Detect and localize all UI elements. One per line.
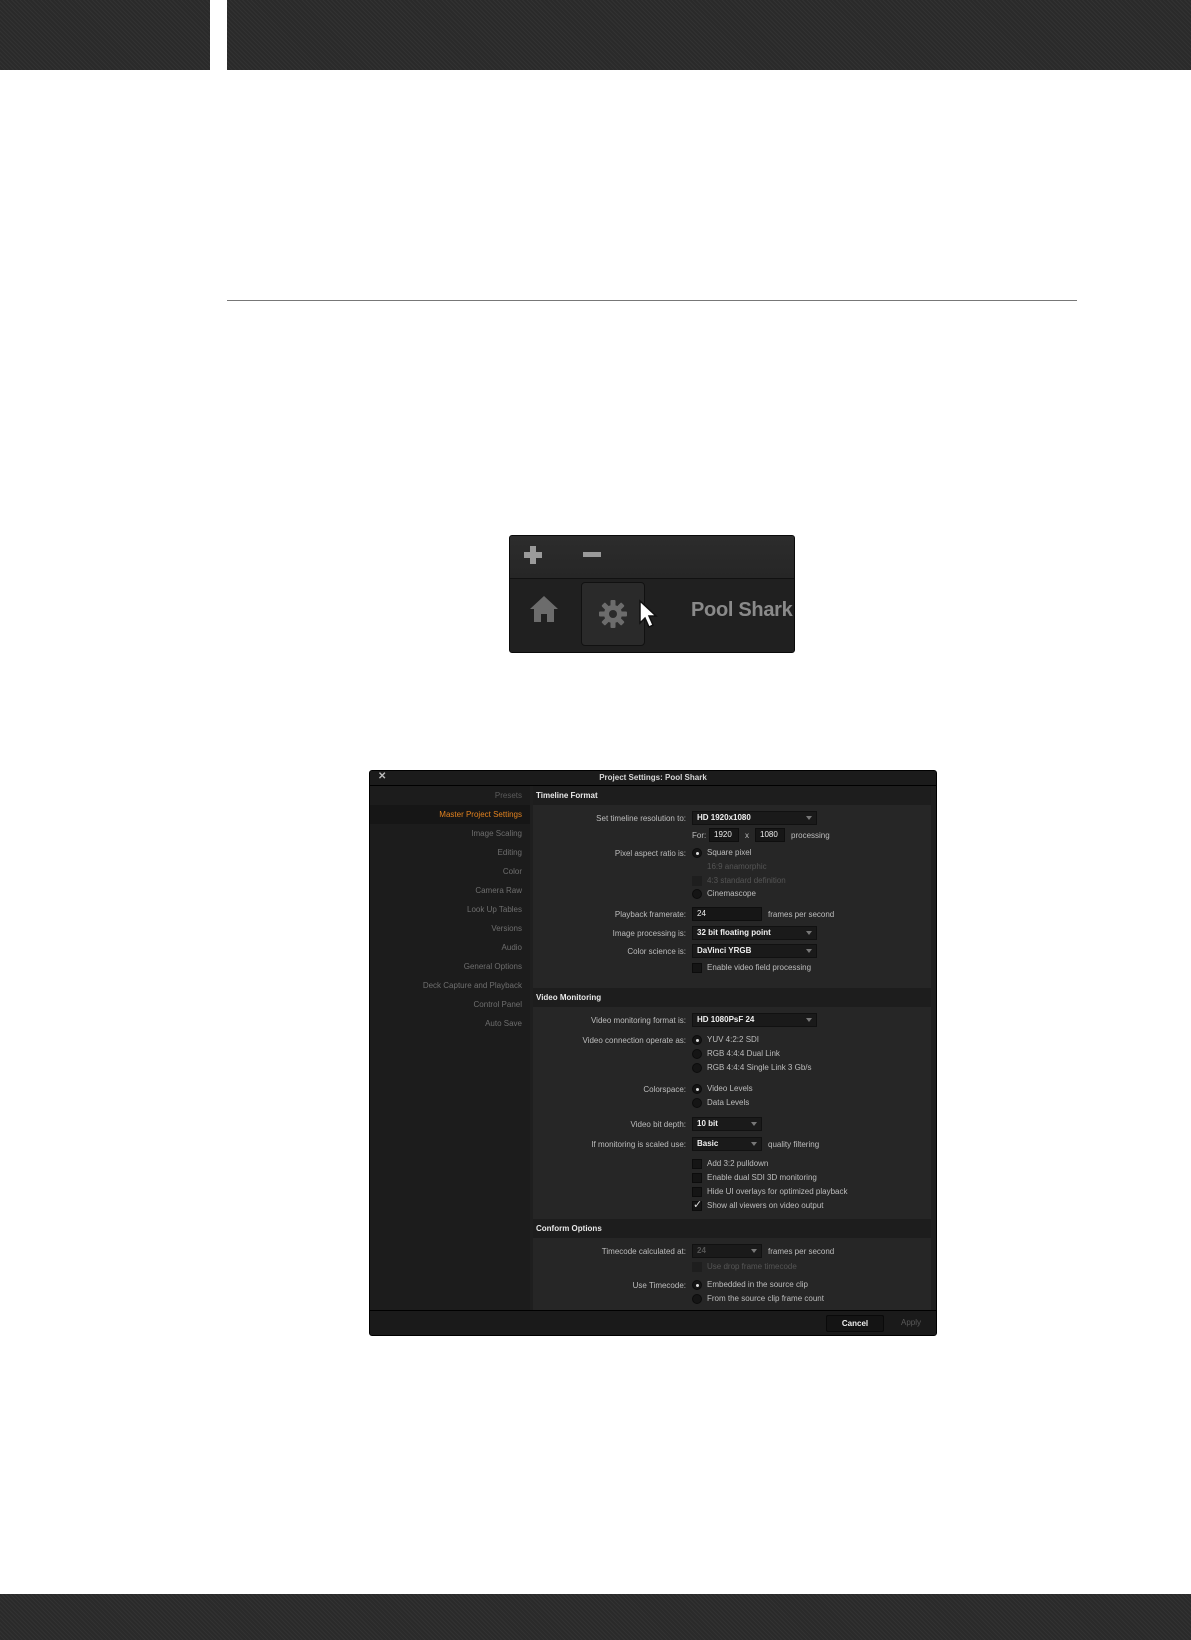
section-heading-conform: Conform Options <box>533 1219 931 1238</box>
option-label: Use drop frame timecode <box>707 1262 797 1271</box>
chevron-down-icon <box>751 1142 757 1146</box>
project-settings-dialog <box>369 770 937 1336</box>
checkbox-icon <box>692 1173 702 1183</box>
color-science-label: Color science is: <box>627 947 686 956</box>
use-timecode-label: Use Timecode: <box>632 1281 686 1290</box>
color-science-value: DaVinci YRGB <box>697 946 752 955</box>
project-manager-panel <box>509 535 795 653</box>
radio-icon <box>692 1063 702 1073</box>
project-name[interactable]: Pool Shark <box>691 599 793 621</box>
radio-icon <box>692 1098 702 1108</box>
resolution-dropdown[interactable] <box>692 811 817 825</box>
sidebar-item-presets[interactable]: Presets <box>494 791 522 800</box>
framerate-label: Playback framerate: <box>614 910 686 919</box>
width-field[interactable]: 1920 <box>709 828 739 842</box>
chevron-down-icon <box>806 949 812 953</box>
fps-label: frames per second <box>768 910 835 919</box>
option-label: 16:9 anamorphic <box>707 862 767 871</box>
sidebar-item-versions[interactable]: Versions <box>491 924 522 933</box>
monitoring-format-label: Video monitoring format is: <box>590 1016 686 1025</box>
bit-depth-label: Video bit depth: <box>630 1120 686 1129</box>
image-processing-dropdown[interactable] <box>692 926 817 940</box>
scaled-value: Basic <box>697 1139 719 1148</box>
project-settings-button[interactable] <box>581 582 645 646</box>
gear-icon <box>598 599 628 629</box>
scaled-dropdown[interactable] <box>692 1137 762 1151</box>
section-heading-monitoring: Video Monitoring <box>533 988 931 1007</box>
settings-sidebar <box>370 786 530 1311</box>
option-label: 4:3 standard definition <box>707 876 786 885</box>
sidebar-item-audio[interactable]: Audio <box>501 943 522 952</box>
header-bar-left <box>0 0 210 70</box>
monitoring-format-value: HD 1080PsF 24 <box>697 1015 755 1024</box>
sidebar-item-master-project-settings[interactable]: Master Project Settings <box>370 805 530 824</box>
option-label: Cinemascope <box>707 889 756 898</box>
color-science-dropdown[interactable] <box>692 944 817 958</box>
sidebar-item-auto-save[interactable]: Auto Save <box>485 1019 522 1028</box>
chevron-down-icon <box>806 1018 812 1022</box>
section-conform <box>533 1238 931 1311</box>
checkbox-icon <box>692 1159 702 1169</box>
option-label: Data Levels <box>707 1098 750 1107</box>
chevron-down-icon <box>806 816 812 820</box>
bit-depth-dropdown[interactable] <box>692 1117 762 1131</box>
mouse-pointer-icon <box>638 599 660 629</box>
close-icon[interactable]: ✕ <box>378 771 387 782</box>
section-monitoring <box>533 1007 931 1219</box>
radio-icon <box>692 889 702 899</box>
home-icon[interactable] <box>528 593 560 625</box>
apply-button[interactable]: Apply <box>900 1318 921 1327</box>
option-label: From the source clip frame count <box>707 1294 824 1303</box>
resolution-value: HD 1920x1080 <box>697 813 751 822</box>
option-label: YUV 4:2:2 SDI <box>707 1035 760 1044</box>
option-label: Enable dual SDI 3D monitoring <box>707 1173 817 1182</box>
sidebar-item-look-up-tables[interactable]: Look Up Tables <box>467 905 522 914</box>
radio-selected-icon <box>692 848 702 858</box>
sidebar-item-general-options[interactable]: General Options <box>463 962 522 971</box>
chevron-down-icon <box>806 931 812 935</box>
option-label: RGB 4:4:4 Single Link 3 Gb/s <box>707 1063 812 1072</box>
checkbox-icon <box>692 963 702 973</box>
horizontal-rule <box>227 300 1077 301</box>
disabled-checkbox <box>692 876 702 886</box>
resolution-label: Set timeline resolution to: <box>596 814 686 823</box>
image-processing-value: 32 bit floating point <box>697 928 771 937</box>
height-field[interactable]: 1080 <box>755 828 785 842</box>
timecode-calc-label: Timecode calculated at: <box>601 1247 686 1256</box>
framerate-field[interactable]: 24 <box>692 907 762 921</box>
sidebar-item-image-scaling[interactable]: Image Scaling <box>471 829 522 838</box>
header-bar-right <box>227 0 1191 70</box>
chevron-down-icon <box>751 1122 757 1126</box>
radio-selected-icon <box>692 1084 702 1094</box>
disabled-checkbox <box>692 1262 702 1272</box>
option-label: RGB 4:4:4 Dual Link <box>707 1049 780 1058</box>
chevron-down-icon <box>751 1249 757 1253</box>
option-label: Show all viewers on video output <box>707 1201 824 1210</box>
option-label: Enable video field processing <box>707 963 812 972</box>
option-label: Add 3:2 pulldown <box>707 1159 769 1168</box>
remove-icon[interactable] <box>581 544 603 566</box>
dialog-footer <box>370 1310 936 1335</box>
sidebar-item-deck-capture[interactable]: Deck Capture and Playback <box>422 981 522 990</box>
section-heading-timeline: Timeline Format <box>533 786 931 805</box>
section-timeline <box>533 805 931 988</box>
radio-selected-icon <box>692 1280 702 1290</box>
footer-bar <box>0 1594 1191 1640</box>
option-label: Hide UI overlays for optimized playback <box>707 1187 848 1196</box>
checkbox-icon <box>692 1187 702 1197</box>
panel-top-bar <box>510 536 794 579</box>
colorspace-label: Colorspace: <box>643 1085 686 1094</box>
radio-icon <box>692 1294 702 1304</box>
connection-label: Video connection operate as: <box>582 1036 686 1045</box>
option-label: Embedded in the source clip <box>707 1280 808 1289</box>
option-label: Video Levels <box>707 1084 753 1093</box>
conform-fps-label: frames per second <box>768 1247 835 1256</box>
quality-label: quality filtering <box>768 1140 820 1149</box>
radio-icon <box>692 1049 702 1059</box>
image-processing-label: Image processing is: <box>612 929 686 938</box>
for-label: For: <box>692 831 707 840</box>
panel-bottom-bar <box>510 579 794 652</box>
bit-depth-value: 10 bit <box>697 1119 718 1128</box>
x-label: x <box>745 831 749 840</box>
sidebar-item-camera-raw[interactable]: Camera Raw <box>475 886 522 895</box>
timecode-calc-dropdown <box>692 1244 762 1258</box>
sidebar-item-control-panel[interactable]: Control Panel <box>473 1000 522 1009</box>
add-icon[interactable] <box>522 544 544 566</box>
checkmark-icon <box>692 1201 702 1211</box>
radio-selected-icon <box>692 1035 702 1045</box>
processing-label: processing <box>791 831 830 840</box>
monitoring-format-dropdown[interactable] <box>692 1013 817 1027</box>
cancel-button[interactable]: Cancel <box>826 1315 884 1332</box>
scaled-label: If monitoring is scaled use: <box>591 1140 686 1149</box>
pixel-aspect-label: Pixel aspect ratio is: <box>614 849 686 858</box>
dialog-title: Project Settings: Pool Shark <box>599 773 707 782</box>
dialog-title-bar <box>370 771 936 786</box>
settings-main <box>533 786 931 1311</box>
option-label: Square pixel <box>707 848 752 857</box>
sidebar-item-editing[interactable]: Editing <box>497 848 522 857</box>
sidebar-item-color[interactable]: Color <box>502 867 522 876</box>
timecode-calc-value: 24 <box>697 1246 706 1255</box>
